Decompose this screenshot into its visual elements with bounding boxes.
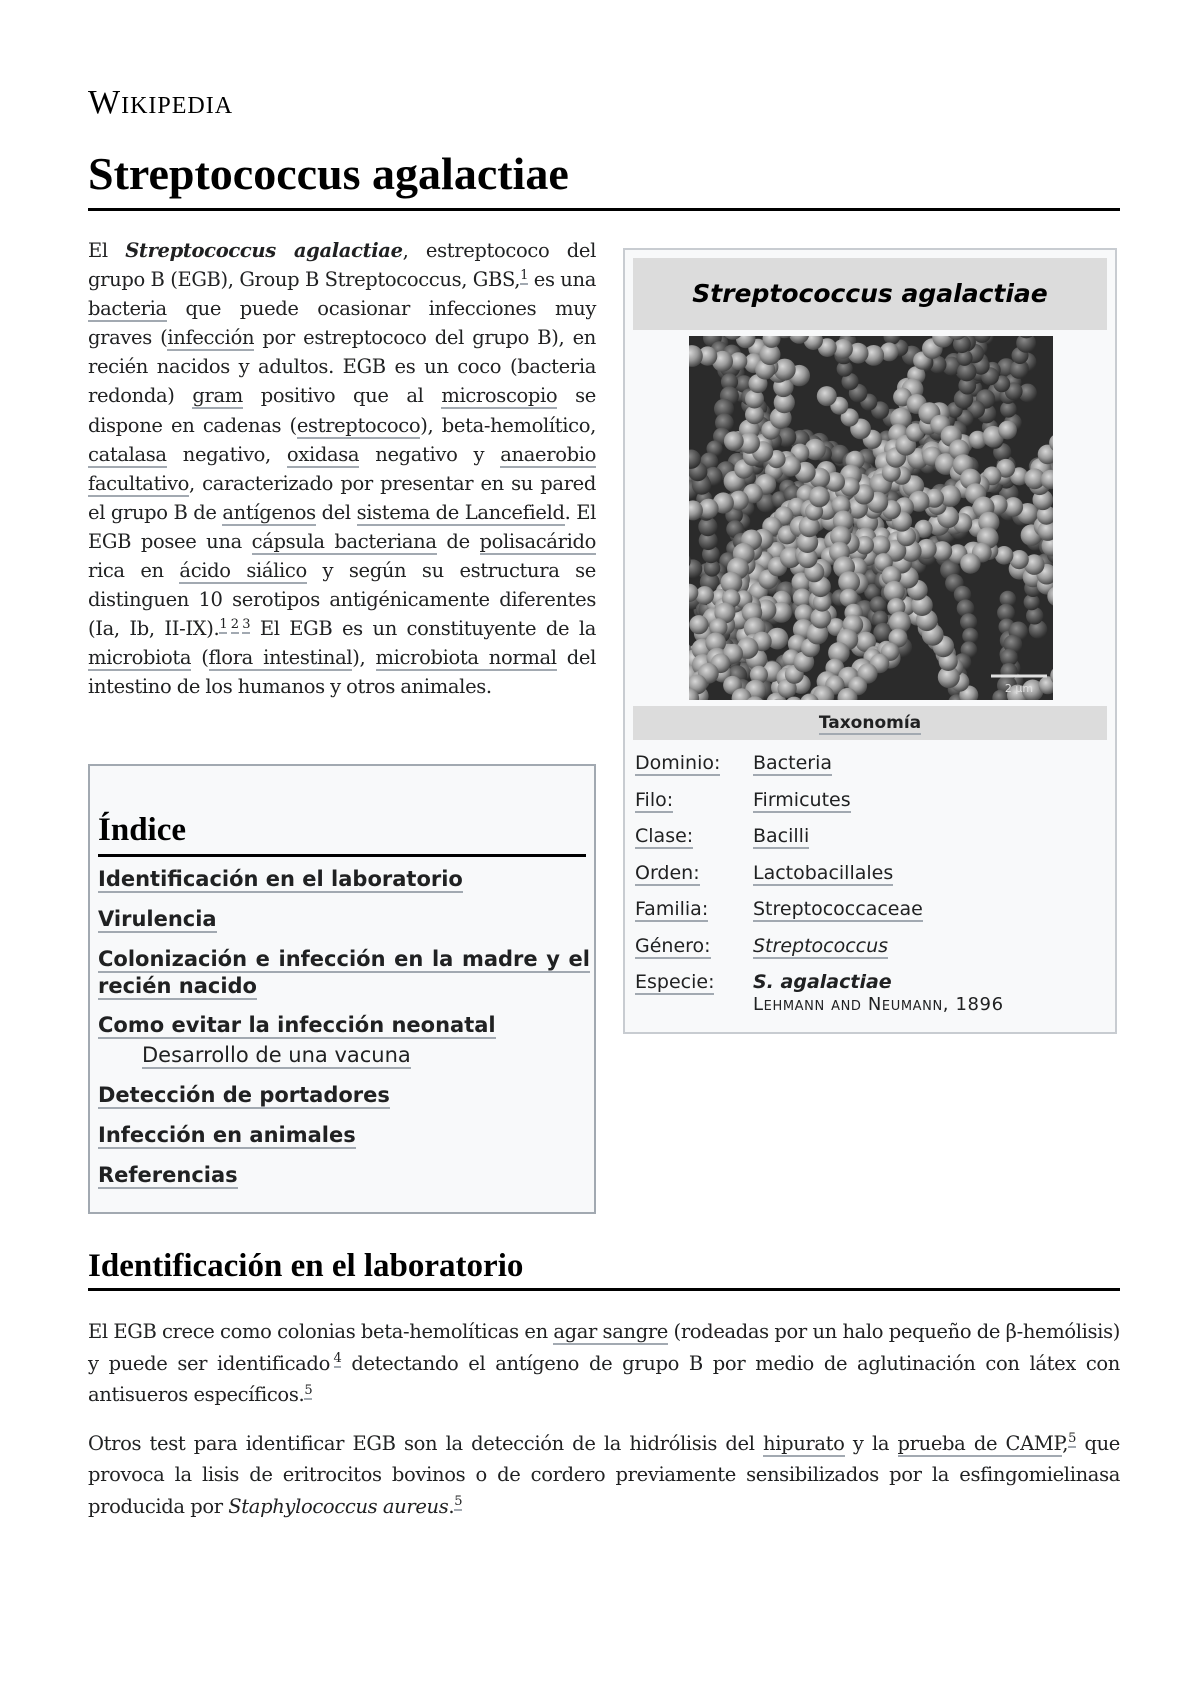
link-hipurato[interactable]: hipurato bbox=[762, 1431, 845, 1455]
tax-row-dominio bbox=[635, 748, 1105, 785]
intro-paragraph: El Streptococcus agalactiae, estreptococo del grupo B (EGB), Group B Streptococcus, GBS,$^1$ es una bacteria que puede ocasionar infecciones muy graves (infección por estreptococo del grupo B), en recién nacidos y adultos. EGB es un coco (bacteria redonda) gram positivo que al microscopio se dispone en cadenas (estreptococo), beta-hemolítico, catalasa negativo, oxidasa negativo y anaerobio facultativo, caracterizado por presentar en su pared el grupo B de antígenos del sistema de Lancefield. El EGB posee una cápsula bacteriana de polisacárido rica en ácido siálico y según su estructura se distinguen 10 serotipos antigénicamente diferentes (Ia, Ib, II-IX).$^1$ $^2$ $^3$ El EGB es un constituyente de la microbiota (flora intestinal), microbiota normal del intestino de los humanos y otros animales. bbox=[88, 239, 597, 699]
link-catalasa[interactable]: catalasa bbox=[88, 442, 167, 466]
toc-item-deteccion[interactable]: Detección de portadores bbox=[98, 1083, 390, 1107]
link-microbiota-normal[interactable]: microbiota normal bbox=[375, 646, 557, 670]
bold-term: Streptococcus agalactiae bbox=[125, 239, 403, 262]
link-sistema-lancefield[interactable]: sistema de Lancefield bbox=[356, 500, 565, 524]
cell-shape bbox=[1026, 607, 1043, 624]
infobox-micrograph[interactable] bbox=[689, 336, 1053, 700]
tax-key[interactable]: Orden: bbox=[635, 861, 700, 884]
ref-5[interactable]: 5 bbox=[304, 1382, 313, 1398]
link-bacteria[interactable]: bacteria bbox=[88, 297, 167, 321]
cell-shape bbox=[809, 486, 830, 507]
link-anaerobio-facultativo[interactable]: anaerobio facultativo bbox=[88, 442, 596, 495]
toc-item-referencias[interactable]: Referencias bbox=[98, 1163, 238, 1187]
link-infeccion[interactable]: infección bbox=[167, 326, 255, 350]
section-paragraph-1: El EGB crece como colonias beta-hemolíticas en agar sangre (rodeadas por un halo pequeño de β-hemólisis) y puede ser identificado $^4$ detectando el antígeno de grupo B por medio de aglutinación con látex con antisueros específicos.$^5$ bbox=[88, 1320, 1120, 1406]
toc-title: Índice bbox=[98, 810, 586, 857]
link-prueba-camp[interactable]: prueba de CAMP bbox=[897, 1431, 1063, 1455]
toc-item-como-evitar[interactable]: Como evitar la infección neonatal bbox=[98, 1013, 496, 1037]
link-flora-intestinal[interactable]: flora intestinal bbox=[208, 646, 353, 670]
tax-row-familia bbox=[635, 894, 1105, 931]
toc-item-animales[interactable]: Infección en animales bbox=[98, 1123, 356, 1147]
taxon-authority: Lehmann and Neumann, 1896 bbox=[753, 994, 1004, 1015]
section-paragraph-2: Otros test para identificar EGB son la detección de la hidrólisis del hipurato y la prueba de CAMP,$^5$ que provoca la lisis de eritrocitos bovinos o de cordero previamente sensibilizados por la esfingomielinasa producida por Staphylococcus aureus.$^5$ bbox=[88, 1431, 1120, 1518]
micrograph-image bbox=[689, 336, 1053, 700]
infobox-title: Streptococcus agalactiae bbox=[633, 258, 1107, 330]
page-title: Streptococcus agalactiae bbox=[88, 146, 1120, 211]
tax-value[interactable]: Streptococcus bbox=[753, 934, 889, 957]
toc-item-virulencia[interactable]: Virulencia bbox=[98, 907, 217, 931]
table-of-contents bbox=[88, 764, 596, 1214]
tax-value[interactable]: Bacteria bbox=[753, 752, 832, 774]
tax-key[interactable]: Especie: bbox=[635, 971, 715, 993]
link-gram[interactable]: gram bbox=[192, 384, 243, 408]
tax-row-orden bbox=[635, 858, 1105, 895]
ref-5c[interactable]: 5 bbox=[454, 1494, 463, 1509]
tax-value[interactable]: Bacilli bbox=[753, 825, 810, 847]
link-antigenos[interactable]: antígenos bbox=[222, 500, 316, 524]
tax-key[interactable]: Dominio: bbox=[635, 752, 721, 774]
link-oxidasa[interactable]: oxidasa bbox=[286, 442, 360, 466]
infobox bbox=[623, 248, 1117, 1034]
link-estreptococo[interactable]: estreptococo bbox=[296, 413, 421, 437]
link-capsula-bacteriana[interactable]: cápsula bacteriana bbox=[251, 529, 437, 553]
ref-1[interactable]: 1 bbox=[520, 267, 529, 283]
taxonomy-header[interactable]: Taxonomía bbox=[633, 706, 1107, 740]
tax-key[interactable]: Filo: bbox=[635, 788, 674, 811]
tax-key[interactable]: Clase: bbox=[635, 825, 694, 847]
tax-key[interactable]: Familia: bbox=[635, 898, 709, 920]
tax-key[interactable]: Género: bbox=[635, 934, 711, 957]
link-acido-sialico[interactable]: ácido siálico bbox=[179, 559, 307, 583]
link-agar-sangre[interactable]: agar sangre bbox=[553, 1320, 668, 1343]
tax-value[interactable]: Lactobacillales bbox=[753, 861, 894, 884]
italic-staphylococcus: Staphylococcus aureus bbox=[228, 1494, 449, 1518]
link-polisacarido[interactable]: polisacárido bbox=[479, 529, 596, 553]
toc-subitem-vacuna[interactable]: Desarrollo de una vacuna bbox=[142, 1043, 411, 1067]
tax-value[interactable]: Firmicutes bbox=[753, 788, 851, 811]
section-heading-identificacion: Identificación en el laboratorio bbox=[88, 1246, 1120, 1291]
tax-row-filo bbox=[635, 785, 1105, 822]
cell-shape bbox=[962, 628, 978, 644]
cell-shape bbox=[695, 586, 714, 605]
tax-value[interactable]: Streptococcaceae bbox=[753, 898, 923, 920]
ref-5b[interactable]: 5 bbox=[1068, 1431, 1077, 1446]
scale-bar-label: 2 µm bbox=[1004, 682, 1034, 695]
tax-row-genero bbox=[635, 931, 1105, 968]
tax-row-clase bbox=[635, 821, 1105, 858]
ref-2[interactable]: 2 bbox=[230, 616, 239, 632]
toc-item-colonizacion[interactable]: Colonización e infección en la madre y el recién nacido bbox=[98, 947, 590, 998]
cell-shape bbox=[998, 421, 1017, 440]
wikipedia-logo-text: Wikipedia bbox=[88, 84, 234, 121]
toc-item-identificacion[interactable]: Identificación en el laboratorio bbox=[98, 867, 463, 891]
wikipedia-logo[interactable] bbox=[88, 84, 233, 122]
section-body bbox=[88, 1316, 1120, 1539]
cell-shape bbox=[689, 615, 708, 634]
ref-4[interactable]: 4 bbox=[333, 1351, 342, 1366]
link-microbiota[interactable]: microbiota bbox=[88, 646, 192, 670]
taxonomy-rows bbox=[635, 748, 1105, 1004]
cell-shape bbox=[724, 431, 744, 451]
ref-3[interactable]: 3 bbox=[242, 616, 251, 632]
tax-value-species: S. agalactiae bbox=[753, 971, 892, 993]
cell-shape bbox=[960, 553, 980, 573]
toc-list bbox=[98, 866, 590, 1202]
cell-shape bbox=[817, 386, 837, 406]
link-microscopio[interactable]: microscopio bbox=[441, 384, 558, 408]
ref-1b[interactable]: 1 bbox=[219, 616, 228, 632]
